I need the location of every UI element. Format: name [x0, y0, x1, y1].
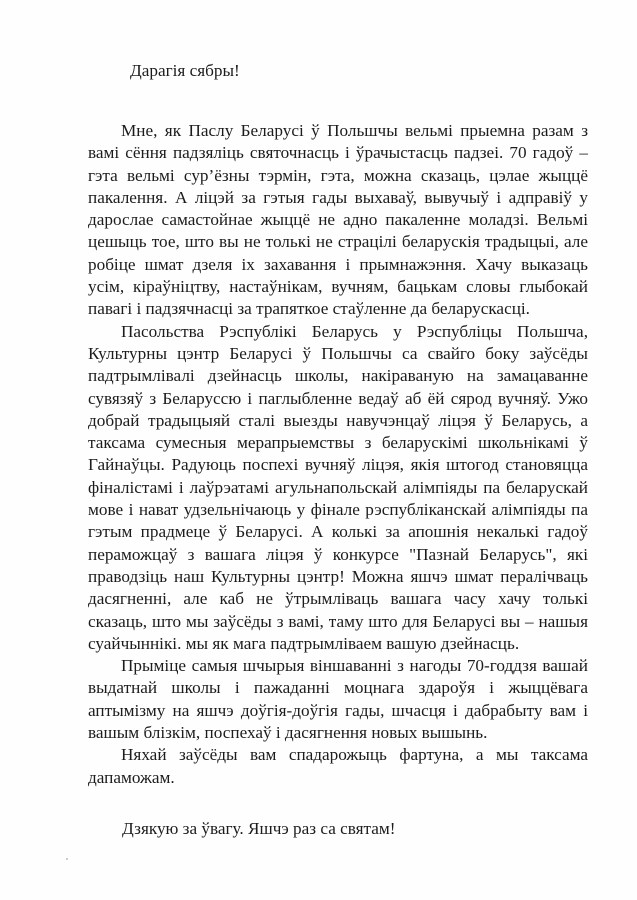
paragraph-fortune: Няхай заўсёды вам спадарожыць фартуна, а мы таксама дапаможам. [88, 745, 588, 787]
letter-closing: Дзякую за ўвагу. Яшчэ раз са святам! [122, 819, 396, 838]
paragraph-congratulation-intro: Мне, як Паслу Беларусі ў Польшчы вельмі прыемна разам з вамі сёння падзяліць святочнасць і ўрачыстасць падзеі. 70 гадоў – гэта вельмі сур’ёзны тэрмін, гэта, можна сказаць, цэлае жыццё пакалення. А ліцэй за гэтыя гады выхаваў, вывучыў і адправіў у дарослае самастойнае жыццё не адно пакаленне моладзі. Вельмі цешыць тое, што вы не толькі не страцілі беларускія традыцыі, але робіце шмат дзеля іх захавання і прымнажэння. Хачу выказаць усім, кіраўніцтву, настаўнікам, вучням, бацькам словы глыбокай павагі і падзячнасці за трапяткое стаўленне да беларускасці. [88, 121, 588, 319]
scan-speck [66, 858, 68, 860]
paragraph-wishes: Прыміце самыя шчырыя віншаванні з нагоды 70-годдзя вашай выдатнай школы і пажаданні моцнага здароўя і жыццёвага аптымізму на яшчэ доўгія-доўгія гады, шчасця і дабрабыту вам і вашым блізкім, поспехаў і дасягнення новых вышынь. [88, 656, 588, 743]
paragraph-embassy-support: Пасольства Рэспублікі Беларусь у Рэспубліцы Польшча, Культурны цэнтр Беларусі ў Польшчы са свайго боку заўсёды падтрымлівалі дзейнасць школы, накіраваную на замацаванне сувязяў з Беларуссю і паглыбленне ведаў аб ёй сярод вучняў. Ужо добрай традыцыяй сталі выезды навучэнцаў ліцэя ў Беларусь, а таксама сумесныя мерапрыемствы з беларускімі школьнікамі ў Гайнаўцы. Радуюць поспехі вучняў ліцэя, якія штогод становяцца фіналістамі і лаўрэатамі агульнапольскай алімпіяды па беларускай мове і нават удзельнічаюць у фінале рэспубліканскай алімпіяды па гэтым прадмеце ў Беларусі. А колькі за апошнія некалькі гадоў пераможцаў з вашага ліцэя ў конкурсе "Пазнай Беларусь", які праводзіць наш Культурны цэнтр! Можна яшчэ шмат пералічваць дасягненні, але каб не ўтрымліваць вашага часу хачу толькі сказаць, што мы заўсёды з вамі, таму што для Беларусі вы – нашыя суайчыннікі. мы як мага падтрымліваем вашую дзейнасць. [88, 321, 588, 653]
letter-greeting: Дарагія сябры! [130, 61, 240, 80]
letter-body [88, 120, 588, 789]
